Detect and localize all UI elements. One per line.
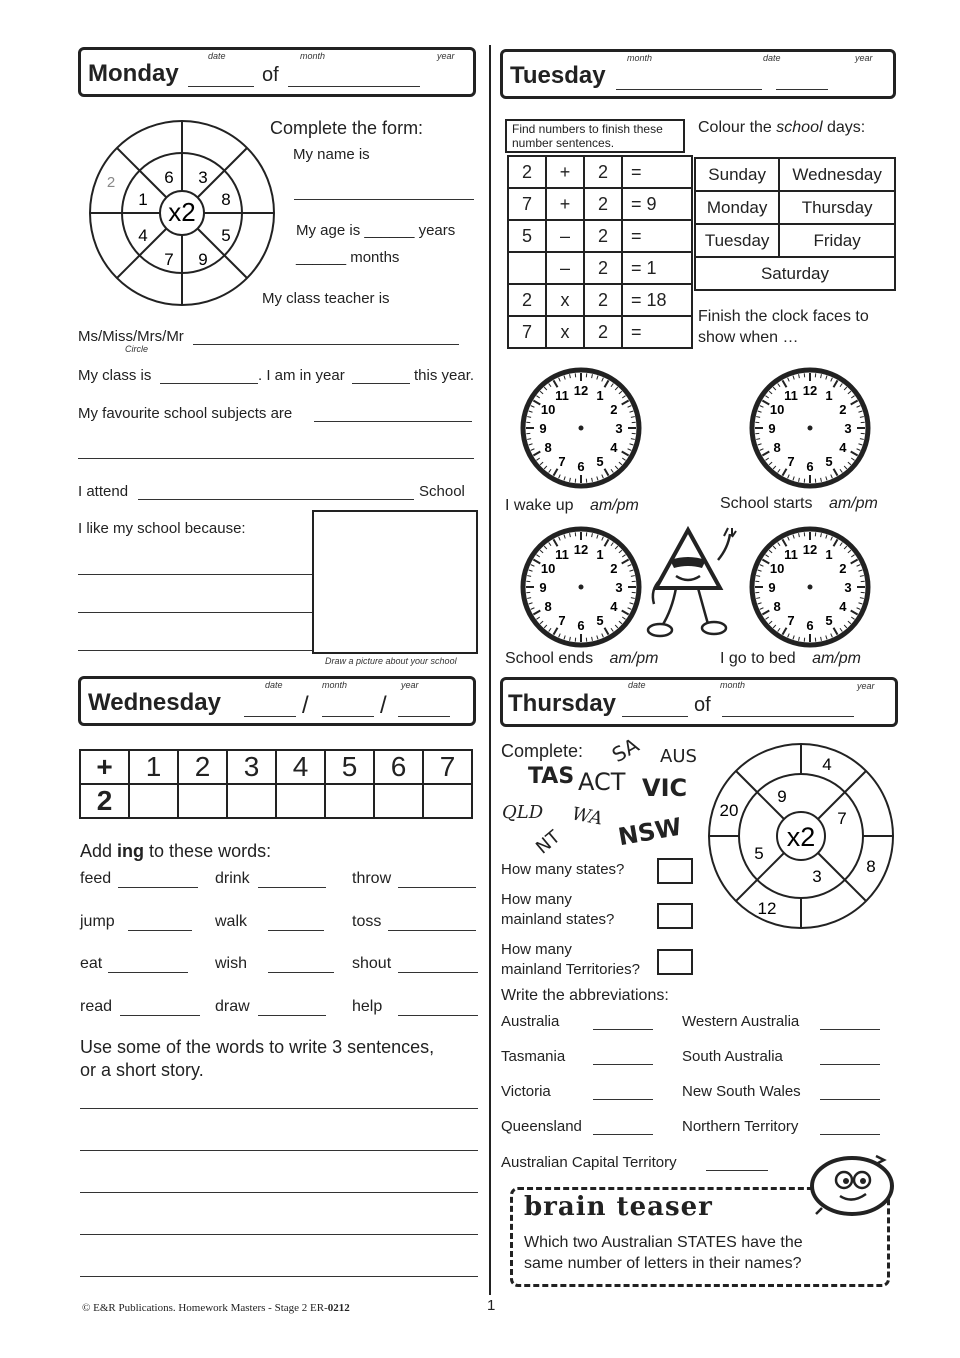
sentence-cell[interactable]: 2 bbox=[508, 284, 546, 316]
clock-number: 3 bbox=[615, 421, 623, 436]
thursday-month-label: month bbox=[720, 680, 746, 690]
state-name: New South Wales bbox=[682, 1083, 801, 1100]
story-line[interactable] bbox=[80, 1234, 478, 1235]
clock-number: 12 bbox=[802, 542, 818, 557]
tuesday-date-line[interactable] bbox=[776, 89, 828, 90]
clock-number: 1 bbox=[825, 547, 833, 563]
clock-number: 1 bbox=[596, 547, 604, 563]
circle-hint: Circle bbox=[125, 344, 149, 354]
grid-answer-cell[interactable] bbox=[325, 784, 374, 818]
ing-word: draw bbox=[215, 998, 250, 1015]
thursday-year-label: year bbox=[857, 681, 875, 691]
ing-word: throw bbox=[352, 870, 392, 887]
wednesday-year-label: year bbox=[401, 680, 419, 690]
like-school-label: I like my school because: bbox=[78, 520, 246, 537]
day-cell[interactable]: Tuesday bbox=[695, 224, 779, 257]
day-cell[interactable]: Thursday bbox=[779, 191, 895, 224]
grid-answer-cell[interactable] bbox=[276, 784, 325, 818]
class-input-line[interactable] bbox=[160, 383, 258, 384]
tuesday-title: Tuesday bbox=[510, 62, 606, 89]
ing-word: walk bbox=[215, 913, 248, 930]
wheel-outer-number: 12 bbox=[757, 899, 777, 918]
clock-face-icon[interactable] bbox=[519, 525, 643, 649]
clock-number: 7 bbox=[787, 612, 795, 628]
sentence-cell[interactable]: = 9 bbox=[622, 188, 692, 220]
grid-column-number: 5 bbox=[325, 750, 374, 784]
wednesday-month-label: month bbox=[322, 680, 348, 690]
attend-input-line[interactable] bbox=[138, 499, 414, 500]
form-title: Complete the form: bbox=[270, 118, 424, 138]
day-cell[interactable]: Friday bbox=[779, 224, 895, 257]
clock-number: 7 bbox=[787, 453, 795, 469]
months-label: ______ months bbox=[296, 249, 400, 266]
clock-instruction-2: show when … bbox=[698, 329, 799, 346]
day-cell[interactable]: Wednesday bbox=[779, 158, 895, 191]
sentence-cell[interactable]: = 18 bbox=[622, 284, 692, 316]
state-name: Northern Territory bbox=[682, 1118, 799, 1135]
abbreviation-line[interactable] bbox=[820, 1064, 880, 1065]
state-name: Australia bbox=[501, 1013, 560, 1030]
q-states: How many states? bbox=[501, 861, 625, 878]
clock-face-icon[interactable] bbox=[748, 525, 872, 649]
abbreviation-line[interactable] bbox=[593, 1029, 653, 1030]
sentence-cell[interactable]: x bbox=[546, 316, 584, 348]
clock-number: 8 bbox=[544, 599, 552, 614]
grid-answer-cell[interactable] bbox=[423, 784, 472, 818]
clock-label: School starts am/pm bbox=[720, 495, 878, 512]
monday-title: Monday bbox=[88, 60, 179, 87]
ing-word: toss bbox=[352, 913, 382, 930]
clock-number: 4 bbox=[839, 440, 847, 455]
wheel-number: 3 bbox=[198, 168, 208, 187]
clock-number: 3 bbox=[844, 580, 852, 595]
sentence-row bbox=[508, 252, 692, 284]
wheel-number: 9 bbox=[198, 250, 208, 269]
wheel-number: 5 bbox=[754, 844, 764, 863]
clock-face-icon[interactable] bbox=[519, 366, 643, 490]
ing-answer-line[interactable] bbox=[398, 972, 478, 973]
wheel-number: 7 bbox=[837, 809, 847, 828]
monday-wheel-center: x2 bbox=[168, 197, 196, 227]
state-name: South Australia bbox=[682, 1048, 783, 1065]
colour-instruction: Colour the school days: bbox=[698, 119, 866, 136]
brain-teaser-line-2: same number of letters in their names? bbox=[524, 1255, 802, 1272]
clock-label: I wake up am/pm bbox=[505, 497, 639, 514]
mainland-states-answer-box[interactable] bbox=[657, 903, 693, 929]
tuesday-month-label: month bbox=[627, 53, 653, 63]
sentence-row bbox=[508, 284, 692, 316]
sentence-cell[interactable]: 7 bbox=[508, 188, 546, 220]
sentence-cell[interactable]: 2 bbox=[584, 252, 622, 284]
grid-answer-cell[interactable] bbox=[178, 784, 227, 818]
copyright-footer: © E&R Publications. Homework Masters - Stage 2 ER-0212 bbox=[82, 1302, 350, 1314]
grid-answer-cell[interactable] bbox=[374, 784, 423, 818]
wheel-number: 4 bbox=[138, 226, 148, 245]
q-territories-2: mainland Territories? bbox=[501, 961, 640, 978]
name-input-line[interactable] bbox=[294, 199, 474, 200]
ing-answer-line[interactable] bbox=[398, 1015, 478, 1016]
addition-grid bbox=[79, 749, 473, 819]
sentence-cell[interactable]: 2 bbox=[584, 188, 622, 220]
clock-label: I go to bed am/pm bbox=[720, 650, 861, 667]
clock-face-icon[interactable] bbox=[748, 366, 872, 490]
day-cell[interactable]: Sunday bbox=[695, 158, 779, 191]
wheel-number: 9 bbox=[777, 787, 787, 806]
thursday-multiplication-wheel bbox=[705, 740, 897, 932]
day-cell[interactable]: Monday bbox=[695, 191, 779, 224]
clock-number: 7 bbox=[558, 453, 566, 469]
clock-number: 5 bbox=[596, 612, 604, 628]
sentence-cell[interactable]: 2 bbox=[508, 156, 546, 188]
story-instruction-1: Use some of the words to write 3 sentences, bbox=[80, 1037, 435, 1057]
state-abbreviation: VIC bbox=[642, 774, 688, 802]
salutation-label: Ms/Miss/Mrs/Mr bbox=[78, 328, 184, 345]
wheel-number: 5 bbox=[221, 226, 231, 245]
clock-number: 5 bbox=[825, 453, 833, 469]
year-input-line[interactable] bbox=[352, 383, 410, 384]
sentence-row bbox=[508, 316, 692, 348]
like-input-line-3[interactable] bbox=[78, 650, 312, 651]
class-label: My class is bbox=[78, 367, 152, 384]
clock-number: 6 bbox=[806, 618, 814, 633]
sentence-cell[interactable]: 2 bbox=[584, 156, 622, 188]
monday-month-label: month bbox=[300, 51, 326, 61]
q-territories-1: How many bbox=[501, 941, 572, 958]
complete-label: Complete: bbox=[501, 741, 584, 761]
sentence-cell[interactable]: 2 bbox=[584, 220, 622, 252]
ing-answer-line[interactable] bbox=[388, 930, 476, 931]
ing-answer-line[interactable] bbox=[128, 930, 192, 931]
tuesday-year-label: year bbox=[855, 53, 873, 63]
sentence-row bbox=[508, 156, 692, 188]
state-abbreviation: SA bbox=[607, 732, 643, 768]
clock-number: 10 bbox=[540, 561, 556, 576]
sentence-cell[interactable]: = 1 bbox=[622, 252, 692, 284]
wednesday-month-line[interactable] bbox=[322, 716, 374, 717]
attend-label: I attend bbox=[78, 483, 129, 500]
brain-teaser-line-1: Which two Australian STATES have the bbox=[524, 1234, 803, 1251]
number-sentences-table bbox=[507, 155, 693, 349]
days-row bbox=[695, 158, 895, 191]
sentence-row bbox=[508, 220, 692, 252]
grid-operator: + bbox=[80, 750, 129, 784]
grid-column-number: 1 bbox=[129, 750, 178, 784]
state-abbreviation: NSW bbox=[616, 812, 684, 852]
state-abbreviation: TAS bbox=[528, 764, 575, 789]
clock-number: 7 bbox=[558, 612, 566, 628]
state-abbreviation: NT bbox=[532, 826, 565, 859]
clock-number: 12 bbox=[573, 383, 589, 398]
like-input-line-2[interactable] bbox=[78, 612, 312, 613]
drawing-caption: Draw a picture about your school bbox=[325, 656, 457, 666]
clock-number: 11 bbox=[555, 388, 569, 404]
tuesday-date-label: date bbox=[763, 53, 781, 63]
ing-answer-line[interactable] bbox=[120, 1015, 200, 1016]
ing-answer-line[interactable] bbox=[258, 887, 326, 888]
clock-number: 10 bbox=[769, 561, 785, 576]
abbreviation-line[interactable] bbox=[820, 1099, 880, 1100]
wheel-number: 8 bbox=[221, 190, 231, 209]
ing-answer-line[interactable] bbox=[268, 930, 324, 931]
date-separator: / bbox=[380, 692, 387, 719]
q-mainland-states-1: How many bbox=[501, 891, 572, 908]
sentence-cell[interactable]: + bbox=[546, 188, 584, 220]
state-name: Western Australia bbox=[682, 1013, 800, 1030]
state-abbreviation: QLD bbox=[502, 802, 544, 823]
year-label: . I am in year bbox=[258, 367, 345, 384]
clock-number: 2 bbox=[839, 561, 847, 576]
clock-number: 8 bbox=[544, 440, 552, 455]
sentence-cell[interactable]: x bbox=[546, 284, 584, 316]
wheel-outer-number: 20 bbox=[719, 801, 739, 820]
sentences-instructions: Find numbers to finish these number sentences. bbox=[505, 119, 685, 153]
wheel-number: 7 bbox=[164, 250, 174, 269]
like-input-line-1[interactable] bbox=[78, 574, 312, 575]
favourite-subjects-label: My favourite school subjects are bbox=[78, 405, 293, 422]
clock-number: 5 bbox=[596, 453, 604, 469]
act-full-name: Australian Capital Territory bbox=[501, 1154, 677, 1171]
column-divider bbox=[489, 45, 491, 1295]
ing-word: read bbox=[80, 998, 113, 1015]
clock-label: School ends am/pm bbox=[505, 650, 659, 667]
ing-answer-line[interactable] bbox=[118, 887, 198, 888]
grid-column-number: 7 bbox=[423, 750, 472, 784]
state-abbreviation: AUS bbox=[660, 746, 697, 767]
school-days-table bbox=[694, 157, 896, 291]
clock-number: 4 bbox=[610, 599, 618, 614]
brain-mascot-icon bbox=[806, 1148, 896, 1220]
this-year-label: this year. bbox=[414, 367, 475, 384]
abbreviation-line[interactable] bbox=[593, 1134, 653, 1135]
days-row bbox=[695, 191, 895, 224]
ing-word: help bbox=[352, 998, 383, 1015]
clock-number: 9 bbox=[768, 580, 776, 595]
states-answer-box[interactable] bbox=[657, 858, 693, 884]
clock-number: 4 bbox=[610, 440, 618, 455]
grid-column-number: 4 bbox=[276, 750, 325, 784]
thursday-month-line[interactable] bbox=[722, 716, 854, 717]
clock-number: 9 bbox=[539, 580, 547, 595]
clock-number: 10 bbox=[769, 402, 785, 417]
grid-column-number: 6 bbox=[374, 750, 423, 784]
q-mainland-states-2: mainland states? bbox=[501, 911, 615, 928]
story-instruction-2: or a short story. bbox=[80, 1060, 204, 1080]
clock-number: 9 bbox=[539, 421, 547, 436]
sentence-cell[interactable]: 2 bbox=[584, 284, 622, 316]
monday-year-label: year bbox=[437, 51, 455, 61]
story-line[interactable] bbox=[80, 1276, 478, 1277]
clock-number: 9 bbox=[768, 421, 776, 436]
state-abbreviation: WA bbox=[570, 803, 605, 830]
clock-number: 2 bbox=[610, 402, 618, 417]
sentence-cell[interactable]: – bbox=[546, 220, 584, 252]
state-name: Queensland bbox=[501, 1118, 582, 1135]
thursday-wheel-center: x2 bbox=[786, 822, 816, 852]
state-name: Tasmania bbox=[501, 1048, 566, 1065]
monday-date-line[interactable] bbox=[188, 86, 254, 87]
brain-teaser-title: brain teaser bbox=[518, 1192, 719, 1222]
sentence-cell[interactable]: 7 bbox=[508, 316, 546, 348]
triangle-mascot-icon bbox=[646, 520, 738, 640]
thursday-of: of bbox=[694, 694, 711, 716]
grid-column-number: 2 bbox=[178, 750, 227, 784]
wheel-number: 3 bbox=[812, 867, 822, 886]
clock-number: 8 bbox=[773, 440, 781, 455]
sentence-row bbox=[508, 188, 692, 220]
add-ing-instruction: Add ing to these words: bbox=[80, 841, 272, 861]
sentence-cell[interactable]: + bbox=[546, 156, 584, 188]
age-label: My age is ______ years bbox=[296, 222, 456, 239]
day-cell-saturday[interactable]: Saturday bbox=[695, 257, 895, 290]
grid-column-number: 3 bbox=[227, 750, 276, 784]
wheel-outer-number: 4 bbox=[822, 755, 832, 774]
sentence-cell[interactable]: = bbox=[622, 220, 692, 252]
teacher-label: My class teacher is bbox=[262, 290, 390, 307]
sentence-cell[interactable]: = bbox=[622, 316, 692, 348]
sentence-cell[interactable]: = bbox=[622, 156, 692, 188]
ing-word: wish bbox=[215, 955, 248, 972]
abbreviation-line[interactable] bbox=[820, 1029, 880, 1030]
territories-answer-box[interactable] bbox=[657, 949, 693, 975]
ing-answer-line[interactable] bbox=[398, 887, 476, 888]
clock-number: 6 bbox=[806, 459, 814, 474]
wednesday-date-line[interactable] bbox=[244, 716, 296, 717]
page-number: 1 bbox=[487, 1297, 496, 1314]
sentence-cell[interactable]: 5 bbox=[508, 220, 546, 252]
clock-number: 6 bbox=[577, 618, 585, 633]
grid-row-label: 2 bbox=[80, 784, 129, 818]
favourite-input-line-1[interactable] bbox=[314, 421, 472, 422]
ing-answer-line[interactable] bbox=[258, 1015, 326, 1016]
clock-number: 11 bbox=[784, 547, 798, 563]
clock-number: 2 bbox=[610, 561, 618, 576]
wheel-number: 6 bbox=[164, 168, 174, 187]
school-label: School bbox=[419, 483, 465, 500]
days-row bbox=[695, 224, 895, 257]
ing-word: eat bbox=[80, 955, 103, 972]
clock-number: 10 bbox=[540, 402, 556, 417]
abbreviation-line[interactable] bbox=[593, 1064, 653, 1065]
sentence-cell[interactable] bbox=[508, 252, 546, 284]
clock-number: 8 bbox=[773, 599, 781, 614]
clock-number: 1 bbox=[596, 388, 604, 404]
abbreviation-line[interactable] bbox=[820, 1134, 880, 1135]
thursday-title: Thursday bbox=[508, 690, 617, 717]
wednesday-date-label: date bbox=[265, 680, 283, 690]
ing-answer-line[interactable] bbox=[268, 972, 334, 973]
clock-number: 12 bbox=[573, 542, 589, 557]
sentence-cell[interactable]: 2 bbox=[584, 316, 622, 348]
grid-answer-cell[interactable] bbox=[129, 784, 178, 818]
clock-number: 2 bbox=[839, 402, 847, 417]
ing-word: jump bbox=[80, 913, 115, 930]
abbreviations-instruction: Write the abbreviations: bbox=[501, 987, 669, 1004]
state-name: Victoria bbox=[501, 1083, 551, 1100]
abbreviation-line[interactable] bbox=[593, 1099, 653, 1100]
ing-word: feed bbox=[80, 870, 112, 887]
ing-word: shout bbox=[352, 955, 392, 972]
clock-number: 6 bbox=[577, 459, 585, 474]
clock-number: 11 bbox=[555, 547, 569, 563]
clock-number: 5 bbox=[825, 612, 833, 628]
story-line[interactable] bbox=[80, 1108, 478, 1109]
name-label: My name is bbox=[293, 146, 370, 163]
clock-number: 3 bbox=[844, 421, 852, 436]
monday-multiplication-wheel bbox=[86, 117, 278, 309]
wednesday-title: Wednesday bbox=[88, 689, 221, 716]
clock-number: 4 bbox=[839, 599, 847, 614]
monday-month-line[interactable] bbox=[288, 86, 420, 87]
clock-number: 12 bbox=[802, 383, 818, 398]
date-separator: / bbox=[302, 692, 309, 719]
monday-date-label: date bbox=[208, 51, 226, 61]
thursday-date-line[interactable] bbox=[622, 716, 688, 717]
favourite-input-line-2[interactable] bbox=[78, 458, 474, 459]
clock-number: 11 bbox=[784, 388, 798, 404]
wheel-number: 1 bbox=[138, 190, 148, 209]
days-row bbox=[695, 257, 895, 290]
wheel-outer-number: 8 bbox=[866, 857, 876, 876]
grid-answer-cell[interactable] bbox=[227, 784, 276, 818]
sentence-cell[interactable]: – bbox=[546, 252, 584, 284]
tuesday-month-line[interactable] bbox=[616, 89, 762, 90]
drawing-box[interactable] bbox=[312, 510, 478, 654]
state-abbreviation: ACT bbox=[578, 768, 626, 796]
monday-wheel-hint: 2 bbox=[106, 174, 116, 191]
clock-number: 1 bbox=[825, 388, 833, 404]
ing-word: drink bbox=[215, 870, 250, 887]
wednesday-year-line[interactable] bbox=[398, 716, 450, 717]
clock-number: 3 bbox=[615, 580, 623, 595]
story-line[interactable] bbox=[80, 1192, 478, 1193]
thursday-date-label: date bbox=[628, 680, 646, 690]
teacher-input-line[interactable] bbox=[193, 344, 459, 345]
clock-instruction-1: Finish the clock faces to bbox=[698, 308, 869, 325]
ing-answer-line[interactable] bbox=[108, 972, 188, 973]
act-abbreviation-line[interactable] bbox=[706, 1170, 768, 1171]
story-line[interactable] bbox=[80, 1150, 478, 1151]
monday-of: of bbox=[262, 64, 279, 86]
